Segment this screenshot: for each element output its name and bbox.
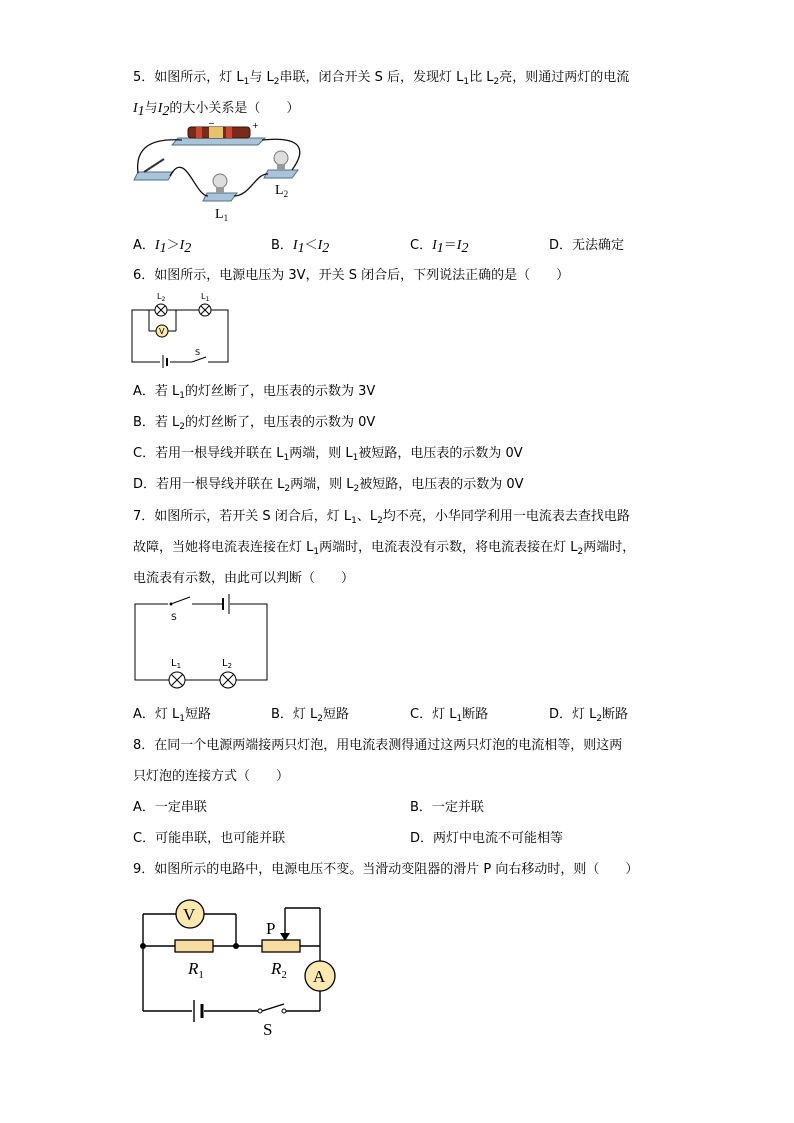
q7-option-a[interactable]: A．灯 $L_1$短路 xyxy=(133,707,212,724)
q5-stem-line1: 5．如图所示，灯 $L_1$与 $L_2$串联，闭合开关 S 后，发现灯 $L_1$比 $L_2$亮，则通过两灯的电流 xyxy=(133,70,630,87)
q9-voltmeter-label: V xyxy=(183,905,196,924)
q9-slider-label: P xyxy=(266,919,276,938)
q6-option-a[interactable]: A．若 $L_1$的灯丝断了，电压表的示数为 3V xyxy=(133,384,376,401)
q6-switch-label: S xyxy=(195,348,201,357)
q5-stem-line2: $I_1$与$I_2$的大小关系是（ ） xyxy=(133,101,300,119)
q6-L1-label: $L_1$ xyxy=(201,292,210,303)
q6-option-d[interactable]: D．若用一根导线并联在 $L_2$两端，则 $L_2$被短路，电压表的示数为 0V xyxy=(133,477,524,494)
q5-option-c[interactable]: C．$I_1=I_2$ xyxy=(410,238,469,256)
q6-L2-label: $L_2$ xyxy=(157,292,166,303)
q9-ammeter-label: A xyxy=(313,967,326,986)
q5-L2-label: $L_2$ xyxy=(275,183,289,199)
q8-option-b[interactable]: B．一定并联 xyxy=(410,800,484,815)
q8-option-d[interactable]: D．两灯中电流不可能相等 xyxy=(410,831,564,846)
q5-L1-label: $L_1$ xyxy=(215,207,229,223)
q9-switch-label: S xyxy=(263,1020,273,1039)
q7-option-b[interactable]: B．灯 $L_2$短路 xyxy=(271,707,350,724)
q5-option-a[interactable]: A．$I_1>I_2$ xyxy=(133,238,192,256)
q5-minus-label: − xyxy=(208,119,215,128)
q7-L2-label: $L_2$ xyxy=(222,658,233,670)
q9-stem: 9．如图所示的电路中，电源电压不变。当滑动变阻器的滑片 P 向右移动时，则（ ） xyxy=(133,862,639,877)
q8-stem-line2: 只灯泡的连接方式（ ） xyxy=(133,769,290,784)
q9-R2-label: $R_2$ xyxy=(271,959,287,981)
q9-R1-label: $R_1$ xyxy=(188,959,204,981)
q8-option-a[interactable]: A．一定串联 xyxy=(133,800,207,815)
q9-figure xyxy=(138,896,338,1039)
q8-option-c[interactable]: C．可能串联，也可能并联 xyxy=(133,831,286,846)
q5-plus-label: + xyxy=(252,121,259,130)
q6-figure xyxy=(130,288,235,368)
q7-stem-line2: 故障，当她将电流表连接在灯 $L_1$两端时，电流表没有示数，将电流表接在灯 $L_2$两端时， xyxy=(133,540,636,557)
q7-L1-label: $L_1$ xyxy=(171,658,182,670)
q6-option-b[interactable]: B．若 $L_2$的灯丝断了，电压表的示数为 0V xyxy=(133,415,376,432)
q5-option-b[interactable]: B．$I_1<I_2$ xyxy=(271,238,330,256)
q7-stem-line3: 电流表有示数，由此可以判断（ ） xyxy=(133,571,355,586)
q5-option-d[interactable]: D．无法确定 xyxy=(549,238,625,253)
q7-figure xyxy=(134,596,270,696)
q7-switch-label: S xyxy=(171,613,177,623)
q5-figure xyxy=(130,118,310,228)
q6-stem: 6．如图所示，电源电压为 3V，开关 S 闭合后，下列说法正确的是（ ） xyxy=(133,268,570,283)
q8-stem-line1: 8．在同一个电源两端接两只灯泡，用电流表测得通过这两只灯泡的电流相等，则这两 xyxy=(133,738,623,753)
q6-option-c[interactable]: C．若用一根导线并联在 $L_1$两端，则 $L_1$被短路，电压表的示数为 0V xyxy=(133,446,523,463)
q6-voltmeter-label: V xyxy=(159,327,165,336)
q7-option-c[interactable]: C．灯 $L_1$断路 xyxy=(410,707,489,724)
q7-option-d[interactable]: D．灯 $L_2$断路 xyxy=(549,707,629,724)
q7-stem-line1: 7．如图所示，若开关 S 闭合后，灯 $L_1$、$L_2$均不亮，小华同学利用一电流表去查找电路 xyxy=(133,509,630,526)
